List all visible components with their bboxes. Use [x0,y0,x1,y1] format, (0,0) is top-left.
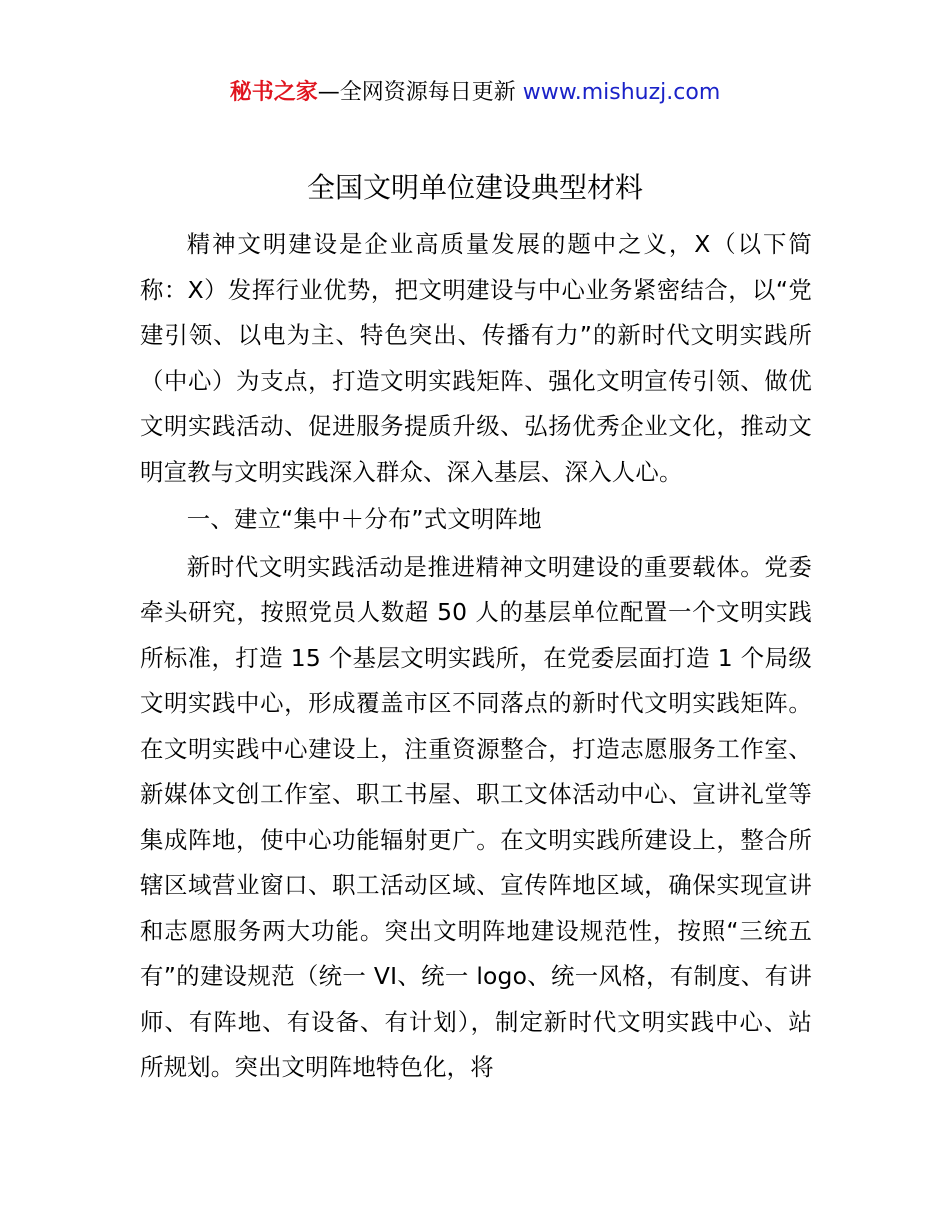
site-header [0,76,950,110]
site-tagline: —全网资源每日更新 [317,80,523,105]
intro-paragraph: 精神文明建设是企业高质量发展的题中之义，X（以下简称：X）发挥行业优势，把文明建设与中心业务紧密结合，以“党建引领、以电为主、特色突出、传播有力”的新时代文明实践所（中心）为支点，打造文明实践矩阵、强化文明宣传引领、做优文明实践活动、促进服务提质升级、弘扬优秀企业文化，推动文明宣教与文明实践深入群众、深入基层、深入人心。 [140,230,812,486]
section-heading: 一、建立“集中＋分布”式文明阵地 [186,505,542,533]
document-body [140,222,812,1091]
site-url-link[interactable]: www.mishuzj.com [522,80,721,105]
document-title: 全国文明单位建设典型材料 [306,171,643,204]
section-paragraph: 新时代文明实践活动是推进精神文明建设的重要载体。党委牵头研究，按照党员人数超 50 人的基层单位配置一个文明实践所标准，打造 15 个基层文明实践所，在党委层面打造 1 个局级文明实践中心，形成覆盖市区不同落点的新时代文明实践矩阵。在文明实践中心建设上，注重资源整合，打造志愿服务工作室、新媒体文创工作室、职工书屋、职工文体活动中心、宣讲礼堂等集成阵地，使中心功能辐射更广。在文明实践所建设上，整合所辖区域营业窗口、职工活动区域、宣传阵地区域，确保实现宣讲和志愿服务两大功能。突出文明阵地建设规范性，按照“三统五有”的建设规范（统一 VI、统一 logo、统一风格，有制度、有讲师、有阵地、有设备、有计划），制定新时代文明实践中心、站所规划。突出文明阵地特色化，将 [140,552,812,1081]
site-name: 秘书之家 [229,80,318,105]
